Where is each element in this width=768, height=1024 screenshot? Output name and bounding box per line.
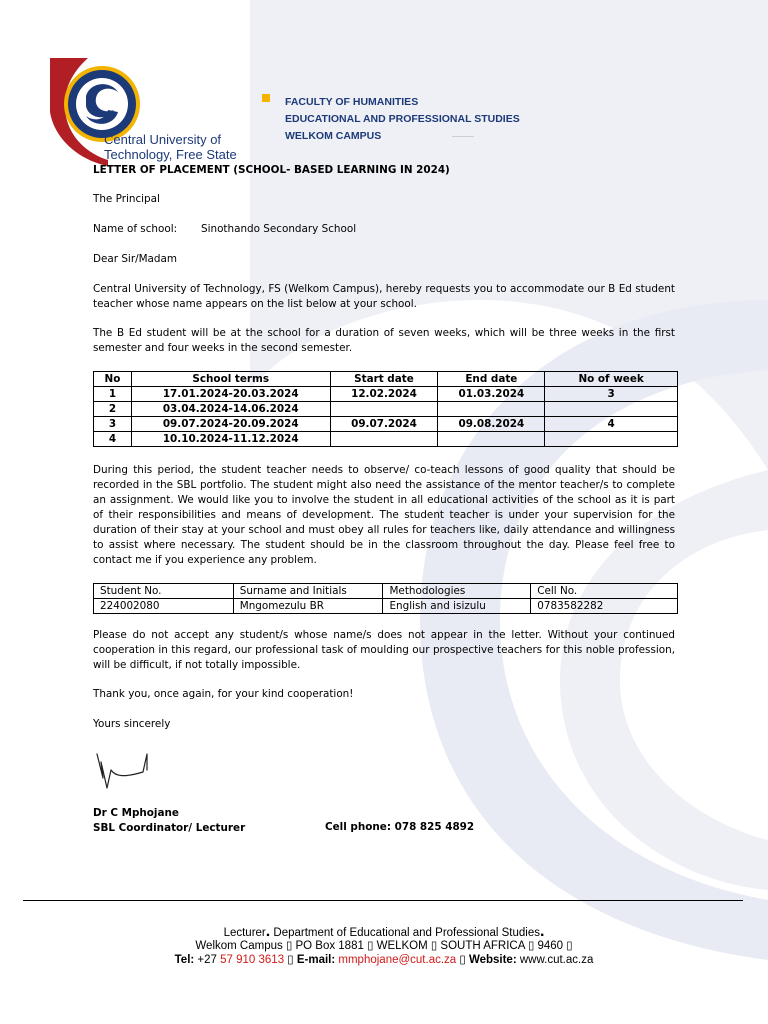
cell-term: 17.01.2024-20.03.2024 bbox=[131, 387, 330, 402]
cell-student-no: 224002080 bbox=[94, 599, 234, 614]
paragraph-expectations: During this period, the student teacher needs to observe/ co-teach lessons of good quality that should be recorded in the SBL portfolio. The student might also need the assistance of the mentor teacher/s to complete an assignment. We would like you to involve the student in all educational activities of the school as it is part of their responsibilities and means of development. The student teacher is under your supervision for the duration of their stay at your school and must obey all rules for teachers like, daily attendance and willingness to assist where necessary. The student should be in the classroom throughout the day. Please feel free to contact me if you experience any problem. bbox=[93, 464, 675, 566]
school-label: Name of school: bbox=[93, 223, 178, 235]
footer-dot: . bbox=[265, 923, 271, 940]
logo-line-2: Technology, Free State bbox=[104, 147, 237, 162]
cell-end bbox=[438, 402, 545, 417]
faculty-header bbox=[262, 94, 520, 145]
cell-end bbox=[438, 432, 545, 447]
col-header-cell: Cell No. bbox=[531, 584, 678, 599]
cell-weeks: 3 bbox=[545, 387, 678, 402]
cell-end: 01.03.2024 bbox=[438, 387, 545, 402]
header-divider bbox=[452, 136, 474, 137]
signer-block bbox=[93, 806, 245, 836]
school-line bbox=[93, 222, 357, 237]
school-name: Sinothando Secondary School bbox=[201, 223, 357, 235]
student-header-row bbox=[94, 584, 678, 599]
separator: ▯ bbox=[287, 954, 294, 966]
col-header-no: No bbox=[94, 372, 132, 387]
cell-weeks bbox=[545, 402, 678, 417]
cell-no: 3 bbox=[94, 417, 132, 432]
cell-weeks bbox=[545, 432, 678, 447]
letter-title: LETTER OF PLACEMENT (SCHOOL- BASED LEARNING IN 2024) bbox=[93, 164, 450, 176]
col-header-end: End date bbox=[438, 372, 545, 387]
cell-start bbox=[330, 432, 438, 447]
cell-weeks: 4 bbox=[545, 417, 678, 432]
cell-start: 12.02.2024 bbox=[330, 387, 438, 402]
cell-methodologies: English and isizulu bbox=[383, 599, 531, 614]
table-row bbox=[94, 599, 678, 614]
footer-department: Department of Educational and Professional Studies bbox=[273, 927, 540, 939]
cell-no: 2 bbox=[94, 402, 132, 417]
tel-prefix: +27 bbox=[197, 954, 217, 966]
tel-label: Tel: bbox=[174, 954, 195, 966]
col-header-weeks: No of week bbox=[545, 372, 678, 387]
signer-title: SBL Coordinator/ Lecturer bbox=[93, 822, 246, 834]
signer-name: Dr C Mphojane bbox=[93, 807, 179, 819]
faculty-line-1: FACULTY OF HUMANITIES bbox=[285, 96, 419, 108]
salutation: Dear Sir/Madam bbox=[93, 253, 178, 265]
cell-start: 09.07.2024 bbox=[330, 417, 438, 432]
yellow-square-icon bbox=[262, 94, 270, 102]
table-row bbox=[94, 417, 678, 432]
cell-start bbox=[330, 402, 438, 417]
faculty-line-3: WELKOM CAMPUS bbox=[285, 130, 382, 142]
student-table bbox=[93, 583, 678, 614]
paragraph-duration: The B Ed student will be at the school for a duration of seven weeks, which will be three weeks in the first semester and four weeks in the second semester. bbox=[93, 327, 675, 354]
logo-line-1: Central University of bbox=[104, 132, 222, 147]
footer-divider bbox=[23, 900, 743, 901]
paragraph-warning: Please do not accept any student/s whose name/s does not appear in the letter. Without your continued cooperation in this regard, our professional task of moulding our prospective teachers for this noble profession, will be difficult, if not totally impossible. bbox=[93, 629, 675, 671]
table-row bbox=[94, 387, 678, 402]
cell-cell-no: 0783582282 bbox=[531, 599, 678, 614]
footer-lecturer: Lecturer bbox=[223, 927, 266, 939]
paragraph-intro: Central University of Technology, FS (Welkom Campus), hereby requests you to accommodate our B Ed student teacher whose name appears on the list below at your school. bbox=[93, 283, 675, 310]
website-link[interactable]: www.cut.ac.za bbox=[519, 954, 594, 966]
schedule-table bbox=[93, 371, 678, 447]
col-header-terms: School terms bbox=[131, 372, 330, 387]
cell-no: 1 bbox=[94, 387, 132, 402]
faculty-line-2: EDUCATIONAL AND PROFESSIONAL STUDIES bbox=[285, 113, 520, 125]
schedule-header-row bbox=[94, 372, 678, 387]
tel-number: 57 910 3613 bbox=[220, 954, 285, 966]
cell-end: 09.08.2024 bbox=[438, 417, 545, 432]
footer-dot: . bbox=[539, 923, 545, 940]
col-header-student-no: Student No. bbox=[94, 584, 234, 599]
handwritten-signature bbox=[93, 748, 153, 802]
col-header-start: Start date bbox=[330, 372, 438, 387]
cell-term: 03.04.2024-14.06.2024 bbox=[131, 402, 330, 417]
email-label: E-mail: bbox=[296, 954, 336, 966]
website-label: Website: bbox=[468, 954, 517, 966]
email-link[interactable]: mmphojane@cut.ac.za bbox=[338, 954, 457, 966]
cell-term: 09.07.2024-20.09.2024 bbox=[131, 417, 330, 432]
table-row bbox=[94, 432, 678, 447]
logo-wordmark bbox=[104, 132, 237, 162]
col-header-methodologies: Methodologies bbox=[383, 584, 531, 599]
footer-contact bbox=[0, 953, 768, 968]
addressee: The Principal bbox=[93, 193, 160, 205]
col-header-surname: Surname and Initials bbox=[233, 584, 383, 599]
thanks-line: Thank you, once again, for your kind cooperation! bbox=[93, 688, 354, 700]
cell-term: 10.10.2024-11.12.2024 bbox=[131, 432, 330, 447]
footer-address: Welkom Campus ▯ PO Box 1881 ▯ WELKOM ▯ SOUTH AFRICA ▯ 9460 ▯ bbox=[195, 940, 573, 952]
table-row bbox=[94, 402, 678, 417]
separator: ▯ bbox=[459, 954, 466, 966]
cell-no: 4 bbox=[94, 432, 132, 447]
signer-cell-phone: Cell phone: 078 825 4892 bbox=[325, 821, 475, 833]
cell-surname: Mngomezulu BR bbox=[233, 599, 383, 614]
closing-line: Yours sincerely bbox=[93, 718, 171, 730]
